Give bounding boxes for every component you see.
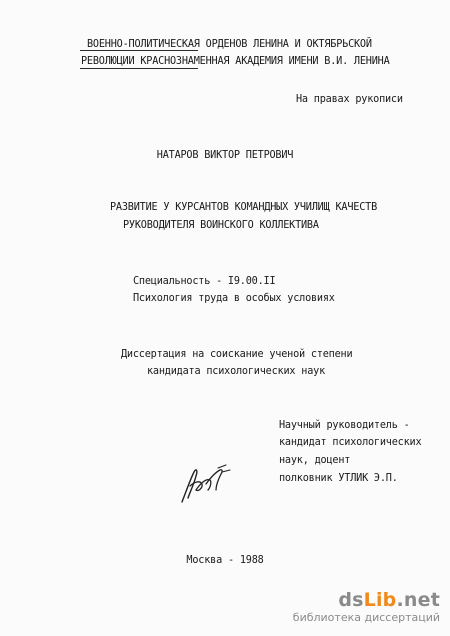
dslib-subtitle: библиотека диссертаций [292, 611, 440, 624]
institution-line-1: ВОЕННО-ПОЛИТИЧЕСКАЯ ОРДЕНОВ ЛЕНИНА И ОКТЯБРЬСКОЙ [87, 39, 372, 50]
institution-underline-1 [80, 50, 198, 51]
dslib-watermark [293, 589, 440, 624]
manuscript-note: На правах рукописи [296, 94, 403, 105]
specialty-code: Специальность - I9.00.II [133, 276, 276, 287]
dslib-logo [293, 589, 440, 611]
title-line-2: РУКОВОДИТЕЛЯ ВОИНСКОГО КОЛЛЕКТИВА [123, 220, 319, 231]
place-and-year: Москва - 1988 [186, 555, 264, 566]
logo-part-lib: Lib [363, 589, 397, 611]
supervisor-line-1: Научный руководитель - [279, 420, 410, 431]
supervisor-line-2: кандидат психологических [279, 437, 422, 448]
institution-underline-2 [80, 68, 198, 69]
specialty-name: Психология труда в особых условиях [133, 293, 335, 304]
title-line-1: РАЗВИТИЕ У КУРСАНТОВ КОМАНДНЫХ УЧИЛИЩ КАЧЕСТВ [110, 202, 378, 213]
supervisor-line-3: наук, доцент [279, 455, 351, 466]
author-name: НАТАРОВ ВИКТОР ПЕТРОВИЧ [156, 150, 294, 161]
logo-part-net: .net [396, 589, 440, 611]
handwritten-signature-icon [176, 462, 232, 506]
institution-line-2: РЕВОЛЮЦИИ КРАСНОЗНАМЕННАЯ АКАДЕМИЯ ИМЕНИ В.И. ЛЕНИНА [81, 56, 390, 67]
dissertation-line-1: Диссертация на соискание ученой степени [121, 349, 353, 360]
logo-part-ds: ds [338, 589, 364, 611]
supervisor-line-4: полковник УТЛИК Э.П. [279, 473, 398, 484]
dissertation-line-2: кандидата психологических наук [147, 366, 326, 377]
